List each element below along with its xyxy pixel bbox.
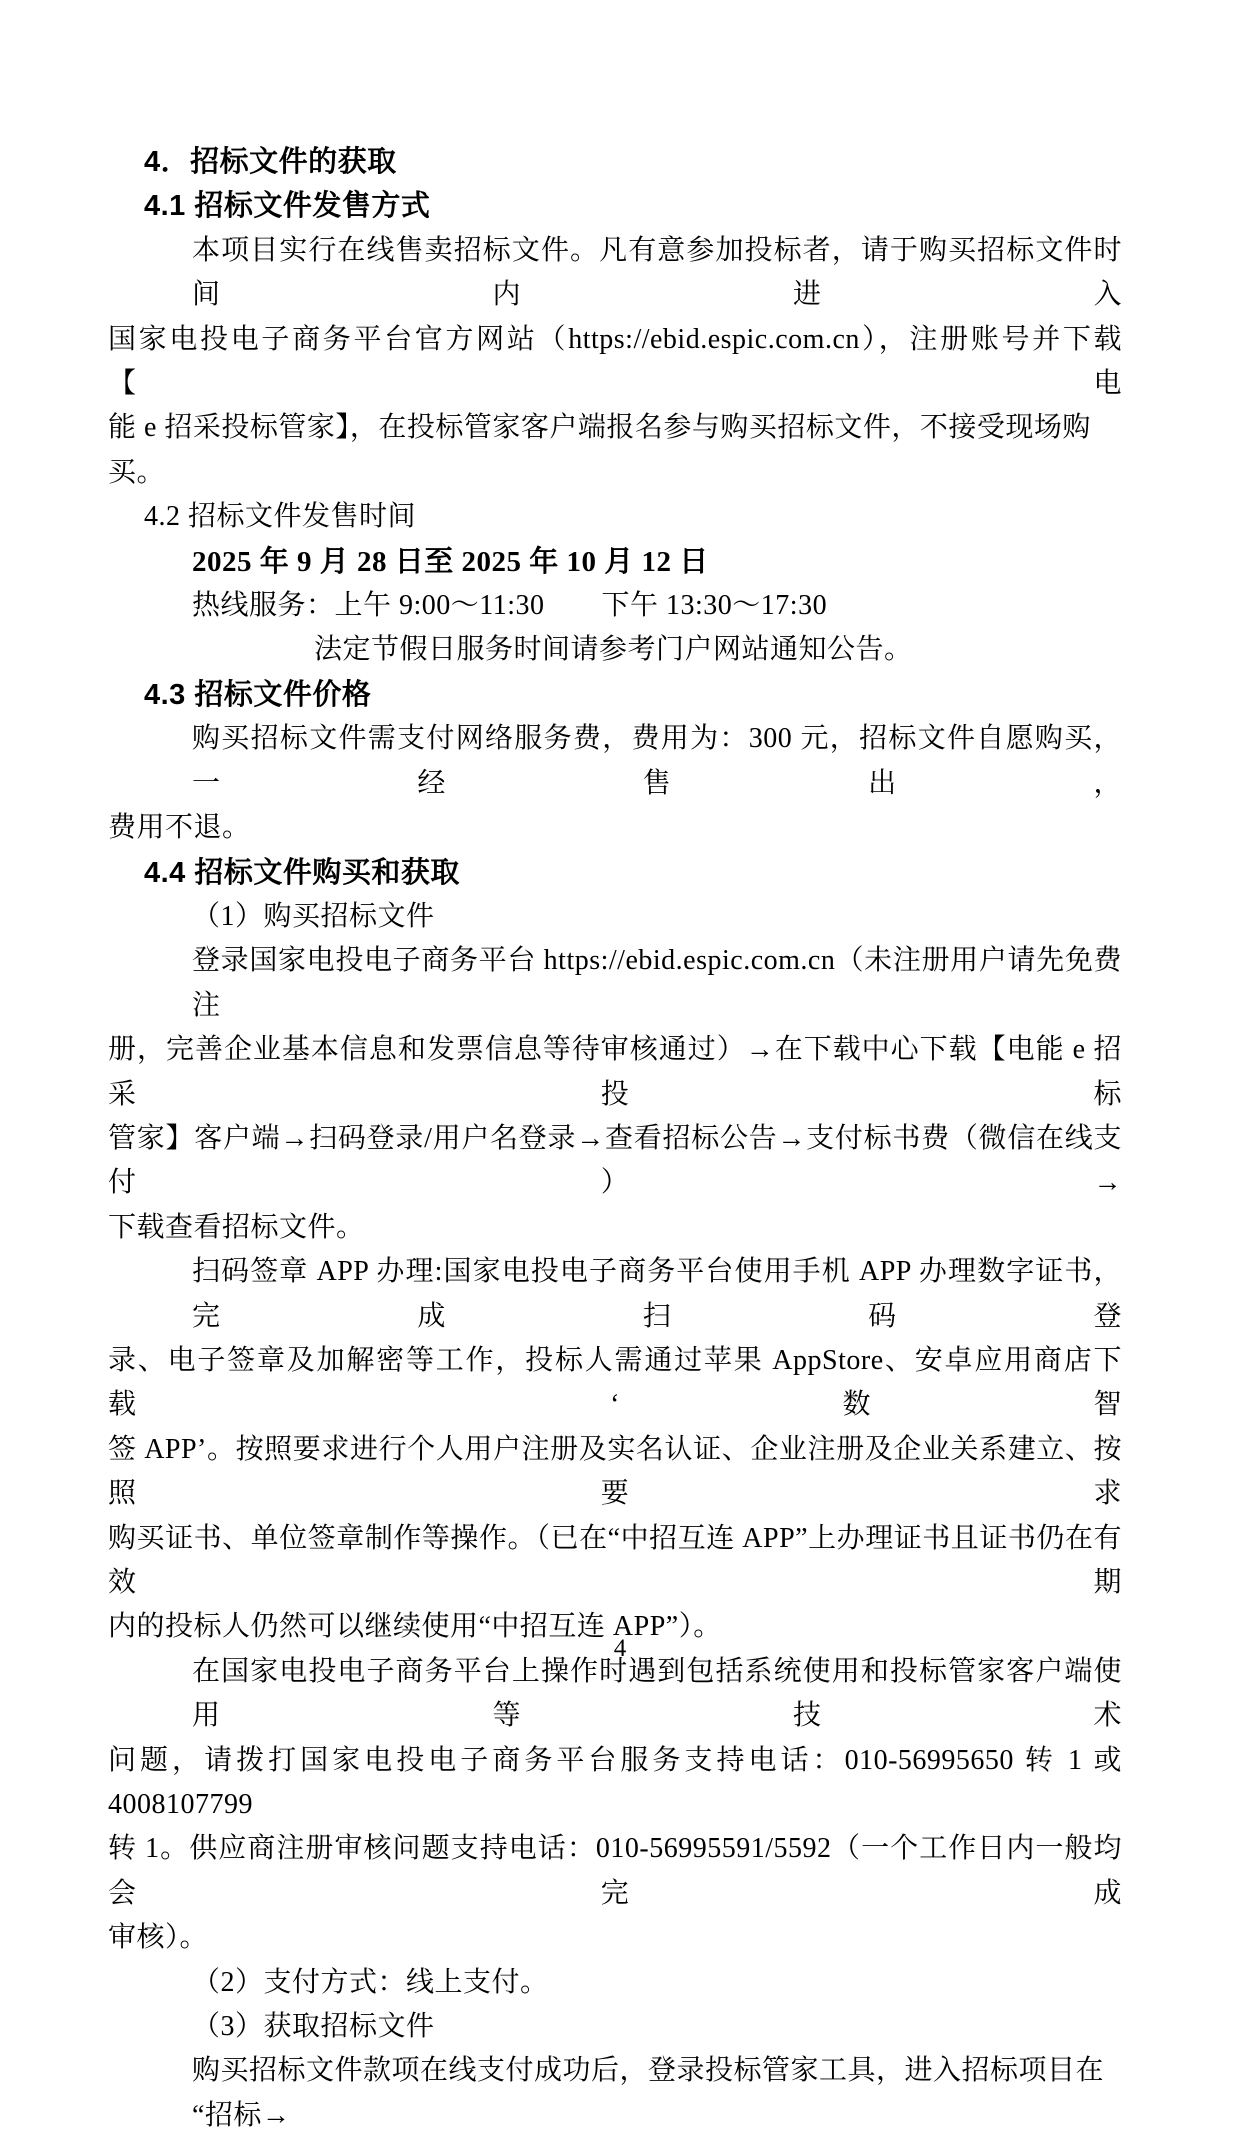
text-line: 在国家电投电子商务平台上操作时遇到包括系统使用和投标管家客户端使用等技术 bbox=[192, 1655, 1122, 1732]
text-line: 扫码签章 APP 办理:国家电投电子商务平台使用手机 APP 办理数字证书，完成扫码登 bbox=[192, 1256, 1122, 1332]
text-line: 购买招标文件款项在线支付成功后，登录投标管家工具，进入招标项目在“招标→ bbox=[192, 2055, 1105, 2131]
section-heading: 4.1 招标文件发售方式 bbox=[144, 190, 431, 223]
text-line: （1）购买招标文件 bbox=[192, 900, 435, 932]
section-heading: 4.4 招标文件购买和获取 bbox=[144, 856, 460, 889]
text-line: 登录国家电投电子商务平台 https://ebid.espic.com.cn（未注册用户请先免费注 bbox=[192, 945, 1122, 1021]
text-line: 册，完善企业基本信息和发票信息等待审核通过）→在下载中心下载【电能 e 招采投标 bbox=[108, 1034, 1122, 1110]
text-line: 国家电投电子商务平台官方网站（https://ebid.espic.com.cn），注册账号并下载【电 bbox=[108, 323, 1122, 400]
text-line: （3）获取招标文件 bbox=[192, 2011, 435, 2043]
text-line: 转 1。供应商注册审核问题支持电话：010-56995591/5592（一个工作日内一般均会完成 bbox=[108, 1833, 1122, 1909]
text-line: 签 APP’。按照要求进行个人用户注册及实名认证、企业注册及企业关系建立、按照要求 bbox=[108, 1433, 1122, 1510]
section-heading: 4.3 招标文件价格 bbox=[144, 678, 372, 711]
text-line: 法定节假日服务时间请参考门户网站通知公告。 bbox=[314, 634, 913, 666]
text-line: 内的投标人仍然可以继续使用“中招互连 APP”）。 bbox=[108, 1611, 722, 1643]
section-heading: 4.2 招标文件发售时间 bbox=[144, 501, 417, 533]
page-number: 4 bbox=[613, 1635, 627, 1662]
text-line: 热线服务：上午 9:00～11:30 下午 13:30～17:30 bbox=[192, 590, 828, 622]
text-line: 本项目实行在线售卖招标文件。凡有意参加投标者，请于购买招标文件时间内进入 bbox=[192, 234, 1122, 311]
section-heading: 4．招标文件的获取 bbox=[144, 146, 397, 178]
text-line: 购买证书、单位签章制作等操作。（已在“中招互连 APP”上办理证书且证书仍在有效期 bbox=[108, 1522, 1122, 1598]
text-line: 费用不退。 bbox=[108, 812, 251, 844]
text-line: 审核）。 bbox=[108, 1922, 209, 1954]
text-line: 2025 年 9 月 28 日至 2025 年 10 月 12 日 bbox=[192, 545, 709, 578]
text-line: 问题，请拨打国家电投电子商务平台服务支持电话：010-56995650 转 1 或 4008107799 bbox=[108, 1744, 1130, 1821]
text-line: 购买招标文件需支付网络服务费，费用为：300 元，招标文件自愿购买，一经售出， bbox=[192, 723, 1122, 799]
text-line: 下载查看招标文件。 bbox=[108, 1211, 365, 1243]
text-line: 管家】客户端→扫码登录/用户名登录→查看招标公告→支付标书费（微信在线支付）→ bbox=[108, 1122, 1122, 1199]
text-line: 录、电子签章及加解密等工作，投标人需通过苹果 AppStore、安卓应用商店下载 ‘数智 bbox=[108, 1344, 1122, 1421]
text-line: 能 e 招采投标管家】，在投标管家客户端报名参与购买招标文件，不接受现场购买。 bbox=[108, 412, 1091, 488]
text-line: （2）支付方式：线上支付。 bbox=[192, 1966, 549, 1998]
